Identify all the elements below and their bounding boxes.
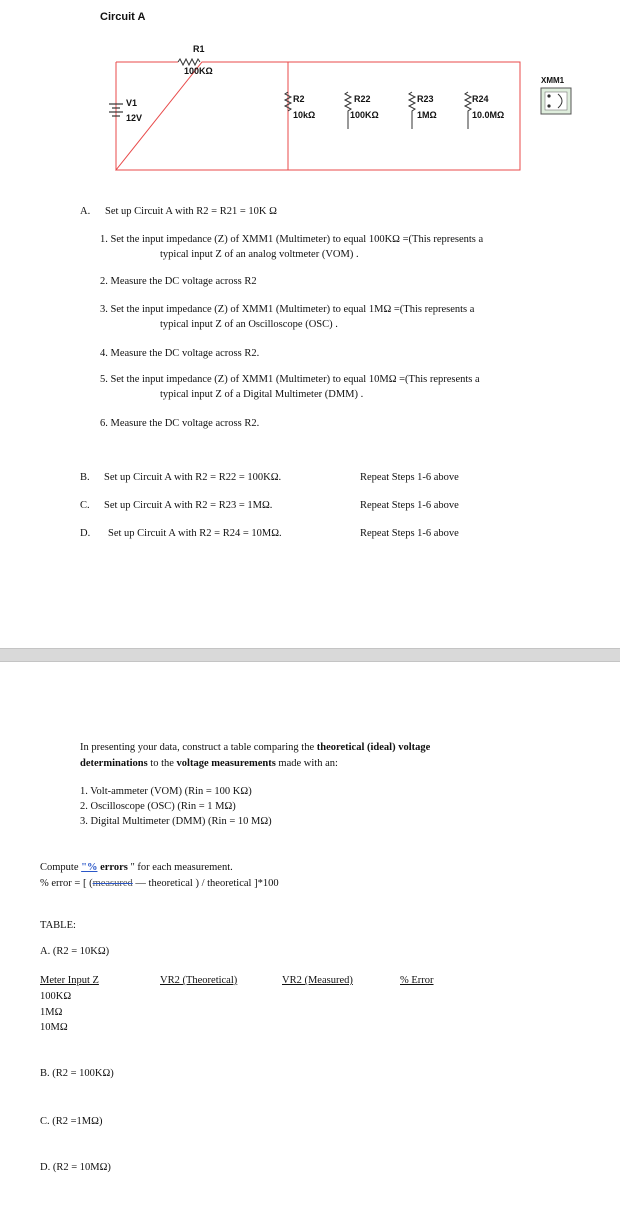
r23-label: R23 xyxy=(417,94,434,104)
r23-value: 1MΩ xyxy=(417,110,437,120)
step-c-repeat: Repeat Steps 1-6 above xyxy=(360,500,459,511)
xmm1-meter-icon xyxy=(541,88,571,114)
compute-line xyxy=(40,862,233,873)
circuit-title: Circuit A xyxy=(100,11,146,23)
step-1-line2: typical input Z of an analog voltmeter (VOM) . xyxy=(160,249,359,260)
r1-symbol xyxy=(178,59,200,65)
step-d-repeat: Repeat Steps 1-6 above xyxy=(360,528,459,539)
r24-label: R24 xyxy=(472,94,489,104)
meter-list-item-2: 2. Oscilloscope (OSC) (Rin = 1 MΩ) xyxy=(80,801,236,812)
page-separator xyxy=(0,648,620,662)
step-b-letter: B. xyxy=(80,472,90,483)
step-1-line1: 1. Set the input impedance (Z) of XMM1 (Multimeter) to equal 100KΩ =(This represents a xyxy=(100,234,484,245)
instructions-mid: to the xyxy=(147,758,177,769)
instructions-bold-2: determinations xyxy=(80,758,148,769)
section-a-heading: A. (R2 = 10KΩ) xyxy=(40,946,110,957)
header-percent-error: % Error xyxy=(400,975,434,986)
instructions-paragraph-line1 xyxy=(80,742,430,753)
r1-label: R1 xyxy=(193,44,205,54)
instructions-pre: In presenting your data, construct a table comparing the xyxy=(80,742,317,753)
formula-pre: % error = [ ( xyxy=(40,878,93,889)
compute-pre: Compute xyxy=(40,862,82,873)
step-c-letter: C. xyxy=(80,500,90,511)
error-formula xyxy=(40,878,279,889)
meter-list-item-1: 1. Volt-ammeter (VOM) (Rin = 100 KΩ) xyxy=(80,786,252,797)
step-3-line1: 3. Set the input impedance (Z) of XMM1 (Multimeter) to equal 1MΩ =(This represents a xyxy=(100,304,475,315)
step-a-text: Set up Circuit A with R2 = R21 = 10K Ω xyxy=(105,206,277,217)
instructions-paragraph-line2 xyxy=(80,758,338,769)
section-b-heading: B. (R2 = 100KΩ) xyxy=(40,1068,114,1079)
circuit-wires xyxy=(116,62,520,170)
step-5-line2: typical input Z of a Digital Multimeter (DMM) . xyxy=(160,389,364,400)
r23-symbol xyxy=(409,92,415,129)
v1-label: V1 xyxy=(126,98,138,108)
step-b-repeat: Repeat Steps 1-6 above xyxy=(360,472,459,483)
step-b-text: Set up Circuit A with R2 = R22 = 100KΩ. xyxy=(104,472,282,483)
step-5-line1: 5. Set the input impedance (Z) of XMM1 (Multimeter) to equal 10MΩ =(This represents a xyxy=(100,374,480,385)
header-meter-input-z: Meter Input Z xyxy=(40,975,99,986)
instructions-bold-3: voltage measurements xyxy=(176,758,276,769)
wire-top-right xyxy=(116,62,520,170)
step-a-letter: A. xyxy=(80,206,91,217)
table-row-100k: 100KΩ xyxy=(40,991,72,1002)
xmm1-label: XMM1 xyxy=(541,76,565,85)
r22-label: R22 xyxy=(354,94,371,104)
formula-post: — theoretical ) / theoretical ]*100 xyxy=(132,878,279,889)
compute-inserted: "% xyxy=(81,862,98,873)
r22-value: 100KΩ xyxy=(350,110,379,120)
r24-symbol xyxy=(465,92,471,129)
table-row-10m: 10MΩ xyxy=(40,1022,68,1033)
step-6: 6. Measure the DC voltage across R2. xyxy=(100,418,260,429)
header-vr2-measured: VR2 (Measured) xyxy=(282,975,353,986)
r24-value: 10.0MΩ xyxy=(472,110,505,120)
instructions-bold-1: theoretical (ideal) voltage xyxy=(316,742,431,753)
table-label: TABLE: xyxy=(40,920,76,931)
step-d-letter: D. xyxy=(80,528,91,539)
v1-value: 12V xyxy=(126,113,143,123)
r2-label: R2 xyxy=(293,94,305,104)
step-2: 2. Measure the DC voltage across R2 xyxy=(100,276,257,287)
r1-value: 100KΩ xyxy=(184,66,213,76)
table-row-1m: 1MΩ xyxy=(40,1007,63,1018)
section-d-heading: D. (R2 = 10MΩ) xyxy=(40,1162,111,1173)
instructions-post: made with an: xyxy=(275,758,338,769)
circuit-schematic xyxy=(0,30,620,180)
step-4: 4. Measure the DC voltage across R2. xyxy=(100,348,260,359)
step-d-text: Set up Circuit A with R2 = R24 = 10MΩ. xyxy=(108,528,282,539)
r2-value: 10kΩ xyxy=(293,110,316,120)
section-c-heading: C. (R2 =1MΩ) xyxy=(40,1116,103,1127)
header-vr2-theoretical: VR2 (Theoretical) xyxy=(160,975,238,986)
step-c-text: Set up Circuit A with R2 = R23 = 1MΩ. xyxy=(104,500,273,511)
step-3-line2: typical input Z of an Oscilloscope (OSC) . xyxy=(160,319,338,330)
meter-list-item-3: 3. Digital Multimeter (DMM) (Rin = 10 MΩ) xyxy=(80,816,272,827)
compute-post: " for each measurement. xyxy=(127,862,233,873)
compute-bold: errors xyxy=(97,862,128,873)
formula-strikethrough: measured xyxy=(92,878,133,889)
